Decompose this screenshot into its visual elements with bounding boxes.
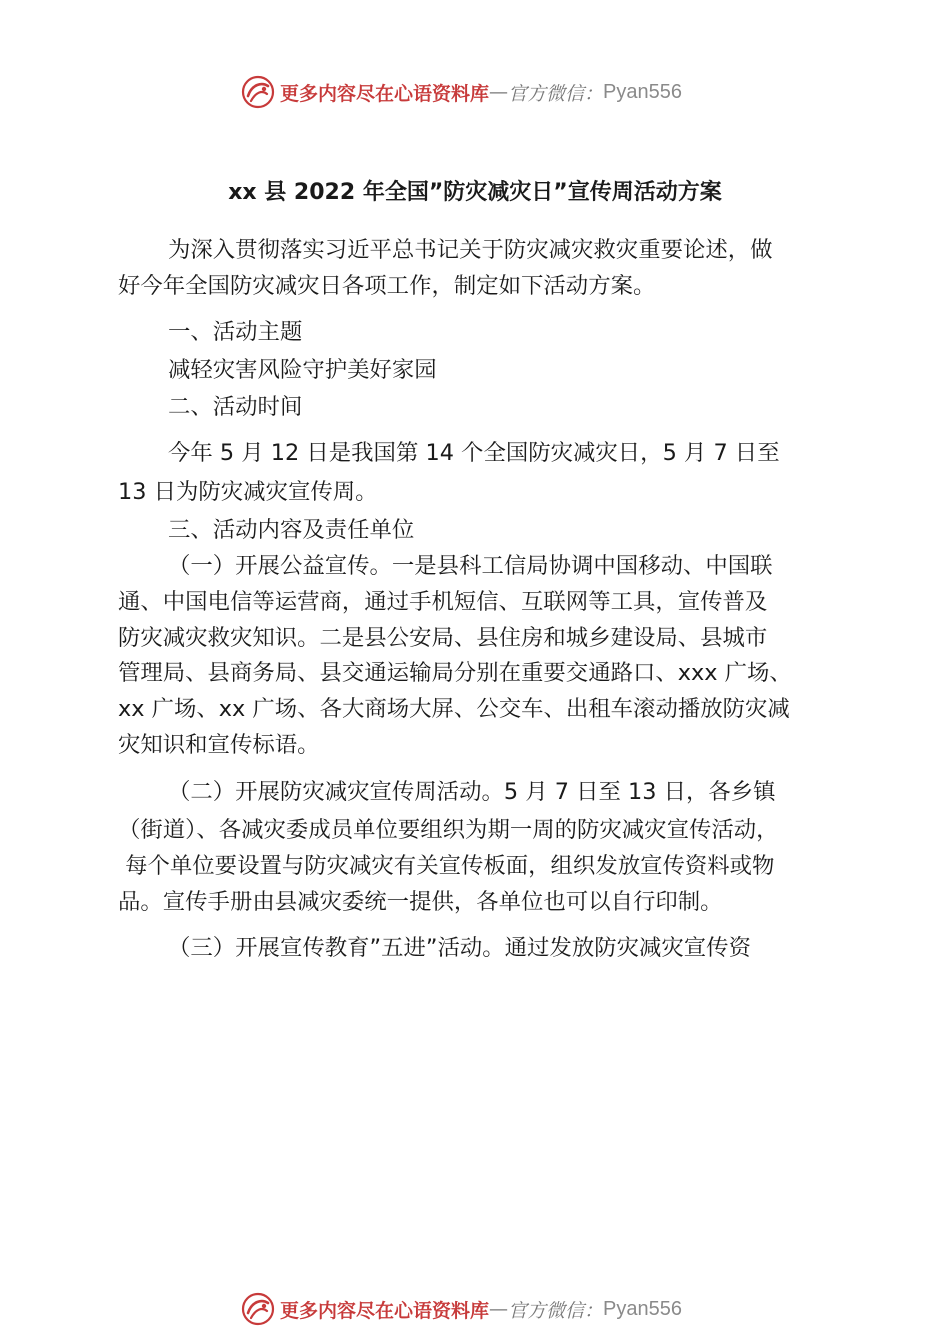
- section1-body: 减轻灾害风险守护美好家园: [168, 357, 437, 383]
- intro-line-1: 为深入贯彻落实习近平总书记关于防灾减灾救灾重要论述，做: [168, 237, 773, 263]
- footer-banner: [240, 1289, 760, 1329]
- section3-heading: 三、活动内容及责任单位: [168, 517, 415, 543]
- seal-logo-icon: [240, 1291, 276, 1327]
- item1-line-2: 通、中国电信等运营商，通过手机短信、互联网等工具，宣传普及: [118, 589, 768, 615]
- item1-line-3: 防灾减灾救灾知识。二是县公安局、县住房和城乡建设局、县城市: [118, 625, 768, 651]
- section2-line-2: 13 日为防灾减灾宣传周。: [118, 479, 378, 505]
- item2-line-1: （二）开展防灾减灾宣传周活动。5 月 7 日至 13 日，各乡镇: [168, 779, 776, 805]
- item2-line-2: （街道）、各减灾委成员单位要组织为期一周的防灾减灾宣传活动，: [118, 817, 779, 843]
- section2-heading: 二、活动时间: [168, 394, 303, 420]
- item1-line-6: 灾知识和宣传标语。: [118, 732, 320, 758]
- banner-contact-id: Pyan556: [603, 80, 682, 103]
- footer-contact-label: 官方微信：: [508, 1299, 604, 1322]
- banner-dash: —: [489, 81, 509, 103]
- section1-heading: 一、活动主题: [168, 319, 303, 345]
- document-title: xx 县 2022 年全国”防灾减灾日”宣传周活动方案: [228, 180, 722, 205]
- footer-contact-id: Pyan556: [603, 1297, 682, 1320]
- item1-line-4: 管理局、县商务局、县交通运输局分别在重要交通路口、xxx 广场、: [118, 660, 792, 686]
- seal-logo-icon: [240, 74, 276, 110]
- item2-line-4: 品。宣传手册由县减灾委统一提供，各单位也可以自行印制。: [118, 889, 723, 915]
- header-banner: [240, 72, 760, 112]
- item1-line-1: （一）开展公益宣传。一是县科工信局协调中国移动、中国联: [168, 553, 773, 579]
- item1-line-5: xx 广场、xx 广场、各大商场大屏、公交车、出租车滚动播放防灾减: [118, 696, 790, 722]
- footer-slogan: 更多内容尽在心语资料库: [280, 1299, 490, 1322]
- section2-line-1: 今年 5 月 12 日是我国第 14 个全国防灾减灾日，5 月 7 日至: [168, 440, 780, 466]
- item2-line-3: 每个单位要设置与防灾减灾有关宣传板面，组织发放宣传资料或物: [118, 853, 775, 879]
- footer-dash: —: [489, 1298, 509, 1320]
- banner-contact-label: 官方微信：: [508, 82, 604, 105]
- intro-line-2: 好今年全国防灾减灾日各项工作，制定如下活动方案。: [118, 273, 656, 299]
- item3-line-1: （三）开展宣传教育”五进”活动。通过发放防灾减灾宣传资: [168, 935, 751, 961]
- banner-slogan: 更多内容尽在心语资料库: [280, 82, 490, 105]
